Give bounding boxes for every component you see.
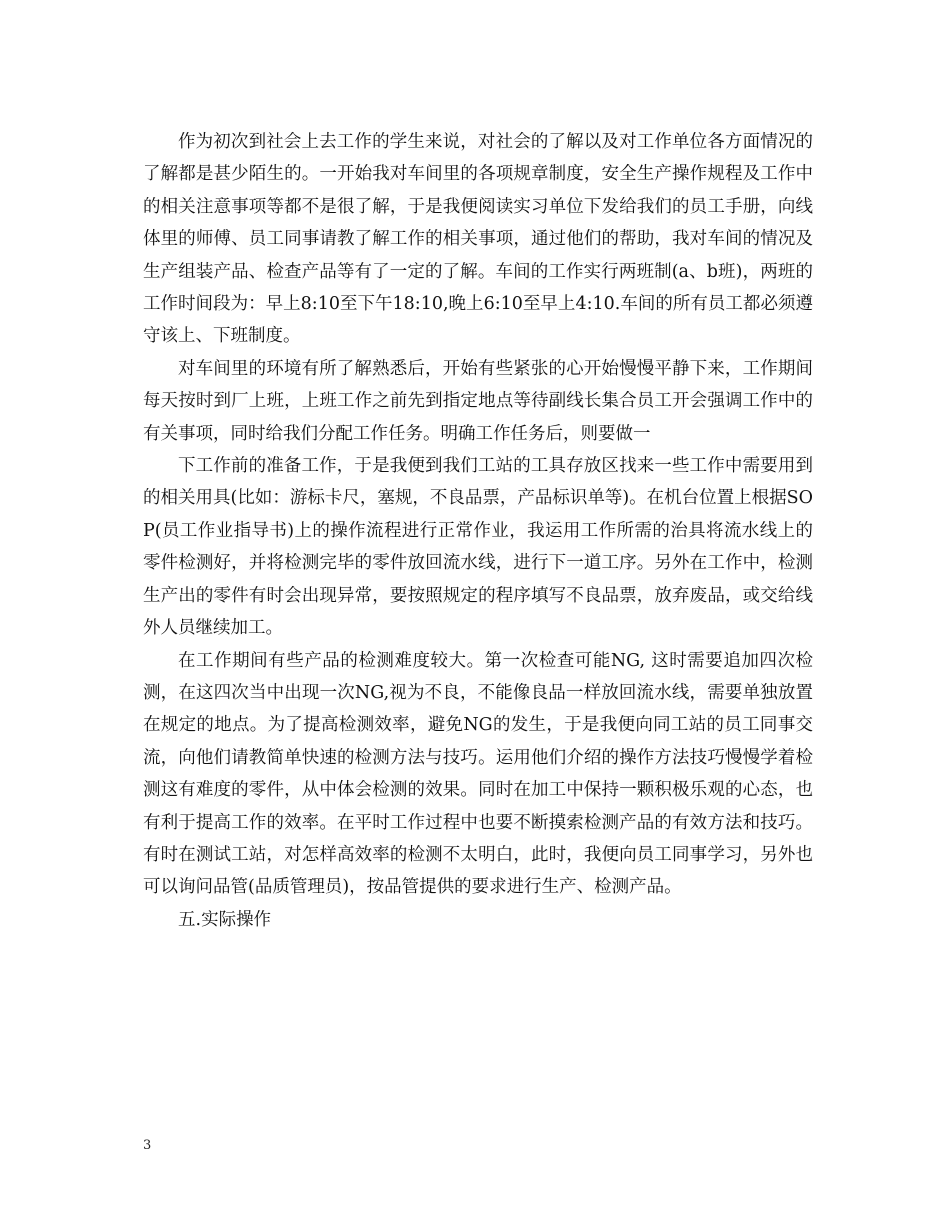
page-number: 3 (143, 1138, 152, 1153)
document-body (143, 126, 813, 936)
paragraph-3: 下工作前的准备工作，于是我便到我们工站的工具存放区找来一些工作中需要用到的相关用具(比如：游标卡尺，塞规，不良品票，产品标识单等)。在机台位置上根据SOP(员工作业指导书)上的操作流程进行正常作业，我运用工作所需的治具将流水线上的零件检测好，并将检测完毕的零件放回流水线，进行下一道工序。另外在工作中，检测生产出的零件有时会出现异常，要按照规定的程序填写不良品票，放弃废品，或交给线外人员继续加工。 (143, 456, 813, 639)
paragraph-2: 对车间里的环境有所了解熟悉后，开始有些紧张的心开始慢慢平静下来，工作期间每天按时到厂上班，上班工作之前先到指定地点等待副线长集合员工开会强调工作中的有关事项，同时给我们分配工作任务。明确工作任务后，则要做一 (143, 358, 813, 444)
paragraph-1: 作为初次到社会上去工作的学生来说，对社会的了解以及对工作单位各方面情况的了解都是甚少陌生的。一开始我对车间里的各项规章制度，安全生产操作规程及工作中的相关注意事项等都不是很了解，于是我便阅读实习单位下发给我们的员工手册，向线体里的师傅、员工同事请教了解工作的相关事项，通过他们的帮助，我对车间的情况及生产组装产品、检查产品等有了一定的了解。车间的工作实行两班制(a、b班)，两班的工作时间段为：早上8:10至下午18:10,晚上6:10至早上4:10.车间的所有员工都必须遵守该上、下班制度。 (143, 132, 813, 347)
section-heading-5: 五.实际操作 (178, 909, 272, 930)
paragraph-4: 在工作期间有些产品的检测难度较大。第一次检查可能NG, 这时需要追加四次检测，在这四次当中出现一次NG,视为不良，不能像良品一样放回流水线，需要单独放置在规定的地点。为了提高检测效率，避免NG的发生，于是我便向同工站的员工同事交流，向他们请教简单快速的检测方法与技巧。运用他们介绍的操作方法技巧慢慢学着检测这有难度的零件，从中体会检测的效果。同时在加工中保持一颗积极乐观的心态，也有利于提高工作的效率。在平时工作过程中也要不断摸索检测产品的有效方法和技巧。有时在测试工站，对怎样高效率的检测不太明白，此时，我便向员工同事学习，另外也可以询问品管(品质管理员)，按品管提供的要求进行生产、检测产品。 (143, 650, 813, 898)
